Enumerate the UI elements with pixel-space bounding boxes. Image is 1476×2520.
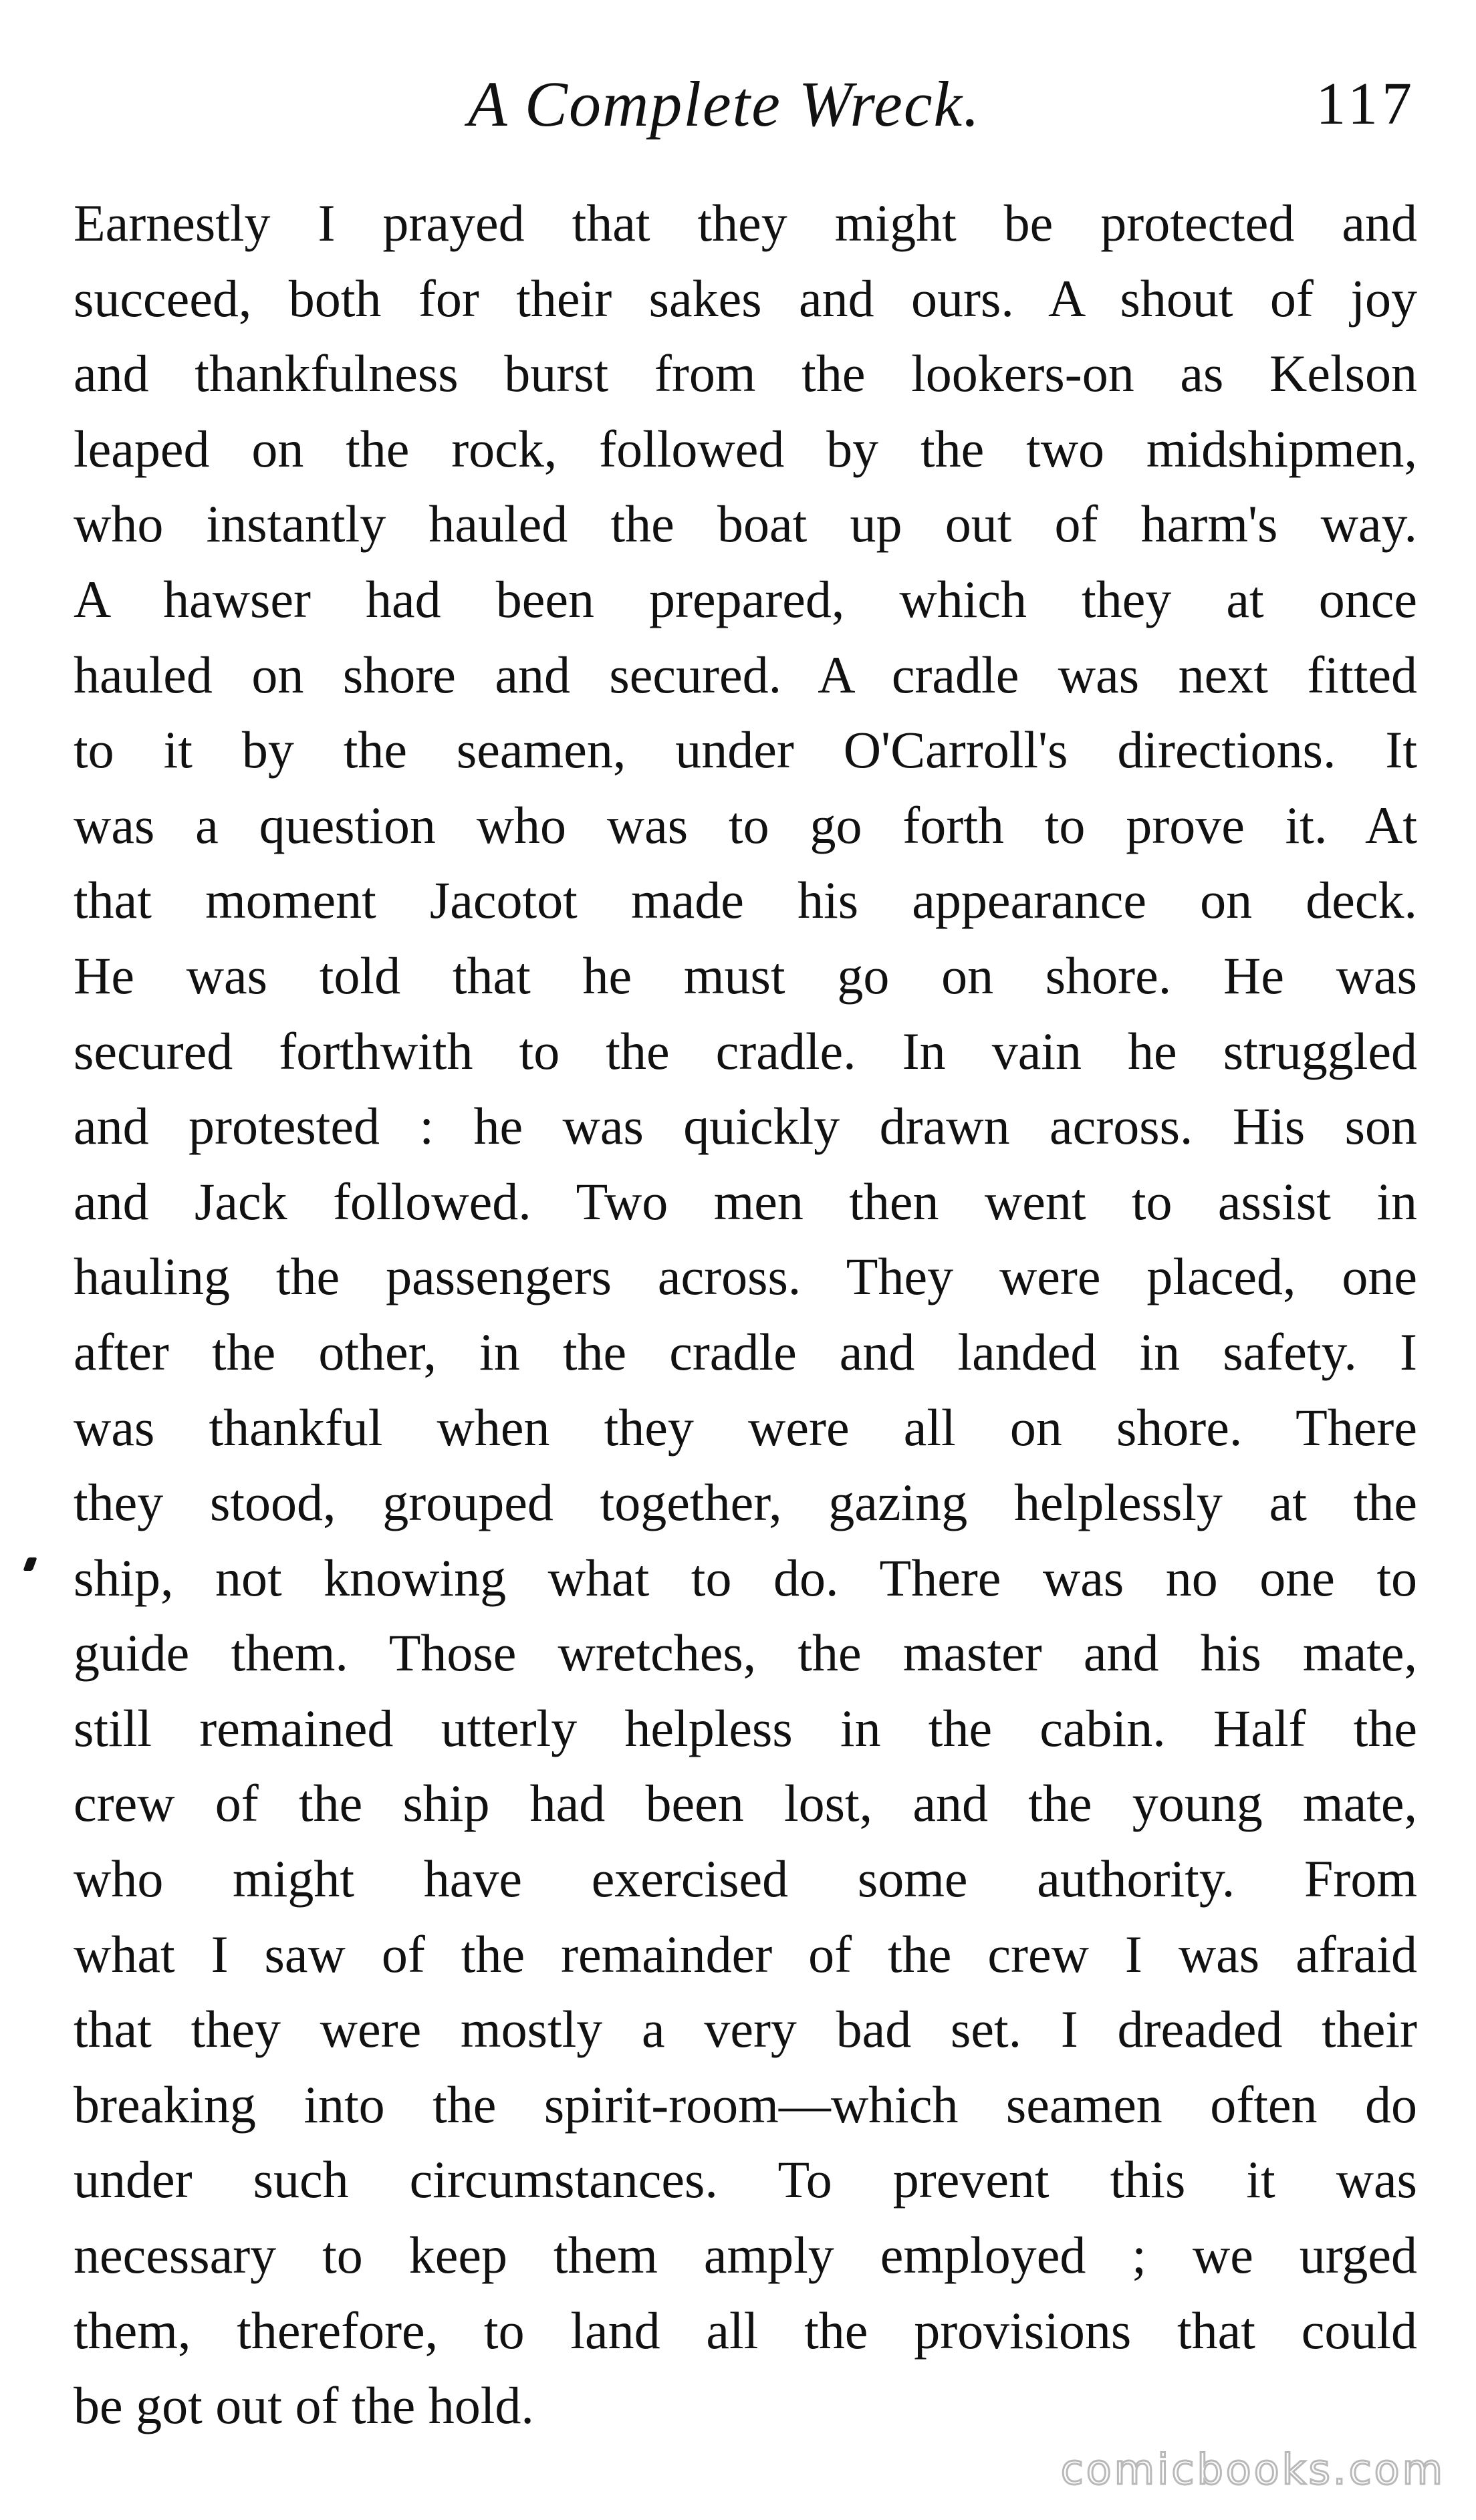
text-line: He was told that he must go on shore. He was: [74, 946, 1417, 1005]
running-header: [0, 64, 1476, 144]
text-line: was a question who was to go forth to prove it. At: [74, 795, 1417, 854]
text-line: Earnestly I prayed that they might be protected and: [74, 194, 1417, 252]
text-line: hauling the passengers across. They were placed, one: [74, 1247, 1417, 1306]
text-line: succeed, both for their sakes and ours. A shout of joy: [74, 269, 1417, 328]
text-line: hauled on shore and secured. A cradle was next fitted: [74, 645, 1417, 704]
text-line: and protested : he was quickly drawn across. His son: [74, 1097, 1417, 1156]
text-line: to it by the seamen, under O'Carroll's directions. It: [74, 721, 1417, 779]
text-line: guide them. Those wretches, the master and his mate,: [74, 1624, 1417, 1682]
text-line: who might have exercised some authority. From: [74, 1850, 1417, 1908]
watermark: comicbooks.com: [1060, 2445, 1445, 2494]
text-line: they stood, grouped together, gazing helplessly at the: [74, 1473, 1417, 1532]
text-line: necessary to keep them amply employed ; we urged: [74, 2226, 1417, 2285]
text-line: was thankful when they were all on shore. There: [74, 1398, 1417, 1457]
text-line: be got out of the hold.: [74, 2376, 534, 2435]
text-line: and thankfulness burst from the lookers-on as Kelson: [74, 344, 1417, 403]
text-line: breaking into the spirit-room—which seamen often do: [74, 2075, 1417, 2134]
text-line: after the other, in the cradle and landed in safety. I: [74, 1322, 1417, 1381]
text-line: leaped on the rock, followed by the two midshipmen,: [74, 419, 1417, 478]
text-line: who instantly hauled the boat up out of harm's way.: [74, 495, 1417, 553]
text-line: under such circumstances. To prevent this it was: [74, 2150, 1417, 2209]
text-line: that moment Jacotot made his appearance on deck.: [74, 871, 1417, 930]
text-line: what I saw of the remainder of the crew I was afraid: [74, 1924, 1417, 1983]
text-line: crew of the ship had been lost, and the young mate,: [74, 1774, 1417, 1833]
text-line: that they were mostly a very bad set. I dreaded their: [74, 2000, 1417, 2059]
margin-mark: [23, 1557, 37, 1571]
text-line: them, therefore, to land all the provisions that could: [74, 2301, 1417, 2360]
text-line: ship, not knowing what to do. There was no one to: [74, 1548, 1417, 1607]
page-number: 117: [1316, 71, 1416, 137]
text-line: secured forthwith to the cradle. In vain he struggled: [74, 1021, 1417, 1080]
text-line: and Jack followed. Two men then went to assist in: [74, 1172, 1417, 1231]
running-title: A Complete Wreck.: [468, 68, 981, 140]
text-line: A hawser had been prepared, which they at once: [74, 570, 1417, 628]
body-text: [74, 186, 1417, 2444]
text-line: still remained utterly helpless in the cabin. Half the: [74, 1698, 1417, 1757]
